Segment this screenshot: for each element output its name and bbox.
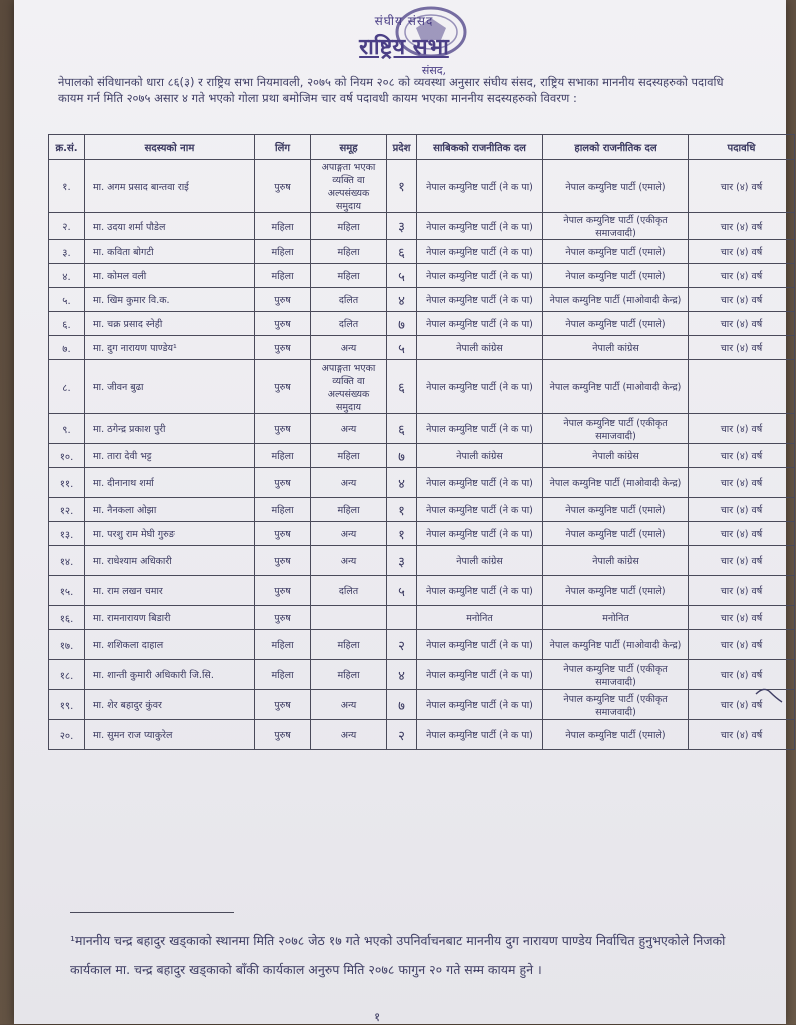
cell-name: मा. राम लखन चमार bbox=[85, 576, 255, 606]
cell-province bbox=[387, 606, 417, 630]
cell-curr-party: नेपाल कम्युनिष्ट पार्टी (एकीकृत समाजवादी) bbox=[543, 213, 689, 240]
cell-curr-party: नेपाल कम्युनिष्ट पार्टी (माओवादी केन्द्र) bbox=[543, 288, 689, 312]
cell-name: मा. उदया शर्मा पौडेल bbox=[85, 213, 255, 240]
cell-name: मा. चक्र प्रसाद स्नेही bbox=[85, 312, 255, 336]
cell-gender: महिला bbox=[255, 264, 311, 288]
cell-sn: ३. bbox=[49, 240, 85, 264]
cell-term: चार (४) वर्ष bbox=[689, 444, 795, 468]
cell-term: चार (४) वर्ष bbox=[689, 546, 795, 576]
cell-province: ७ bbox=[387, 312, 417, 336]
cell-group: महिला bbox=[311, 240, 387, 264]
cell-term bbox=[689, 360, 795, 414]
cell-group: अन्य bbox=[311, 522, 387, 546]
cell-sn: १०. bbox=[49, 444, 85, 468]
footnote: ¹माननीय चन्द्र बहादुर खड्काको स्थानमा मिति २०७८ जेठ १७ गते भएको उपनिर्वाचनबाट माननीय दुग नारायण पाण्डेय निर्वाचित हुनुभएकोले निजको कार्यकाल मा. चन्द्र बहादुर खड्काको बाँकी कार्यकाल अनुरुप मिति २०७८ फागुन २० गते सम्म कायम हुने । bbox=[70, 933, 726, 977]
cell-sn: १२. bbox=[49, 498, 85, 522]
table-row bbox=[49, 288, 795, 312]
cell-prev-party: नेपाल कम्युनिष्ट पार्टी (ने क पा) bbox=[417, 414, 543, 444]
cell-province: १ bbox=[387, 498, 417, 522]
cell-prev-party: नेपाल कम्युनिष्ट पार्टी (ने क पा) bbox=[417, 720, 543, 750]
cell-term: चार (४) वर्ष bbox=[689, 264, 795, 288]
cell-group: अन्य bbox=[311, 546, 387, 576]
cell-province: ४ bbox=[387, 660, 417, 690]
table-row bbox=[49, 660, 795, 690]
cell-prev-party: नेपाल कम्युनिष्ट पार्टी (ने क पा) bbox=[417, 360, 543, 414]
cell-term: चार (४) वर्ष bbox=[689, 414, 795, 444]
cell-group: अपाङ्गता भएका व्यक्ति वा अल्पसंख्यक समुदाय bbox=[311, 360, 387, 414]
cell-gender: महिला bbox=[255, 660, 311, 690]
cell-province: ४ bbox=[387, 468, 417, 498]
cell-curr-party: नेपाल कम्युनिष्ट पार्टी (एकीकृत समाजवादी) bbox=[543, 414, 689, 444]
table-row bbox=[49, 264, 795, 288]
cell-prev-party: नेपाल कम्युनिष्ट पार्टी (ने क पा) bbox=[417, 264, 543, 288]
table-row bbox=[49, 606, 795, 630]
cell-sn: ४. bbox=[49, 264, 85, 288]
page-number: १ bbox=[374, 1010, 381, 1024]
cell-province: ६ bbox=[387, 360, 417, 414]
cell-prev-party: नेपाल कम्युनिष्ट पार्टी (ने क पा) bbox=[417, 312, 543, 336]
cell-name: मा. खिम कुमार वि.क. bbox=[85, 288, 255, 312]
cell-gender: पुरुष bbox=[255, 360, 311, 414]
cell-group: अन्य bbox=[311, 690, 387, 720]
cell-group: अन्य bbox=[311, 720, 387, 750]
cell-group: अन्य bbox=[311, 468, 387, 498]
cell-group: महिला bbox=[311, 264, 387, 288]
cell-curr-party: नेपाल कम्युनिष्ट पार्टी (एमाले) bbox=[543, 498, 689, 522]
cell-sn: ७. bbox=[49, 336, 85, 360]
cell-name: मा. रामनारायण बिडारी bbox=[85, 606, 255, 630]
col-header-sn: क्र.सं. bbox=[49, 135, 85, 160]
cell-sn: १६. bbox=[49, 606, 85, 630]
letterhead-line3: संसद, bbox=[421, 64, 447, 77]
cell-name: मा. अगम प्रसाद बान्तवा राई bbox=[85, 160, 255, 213]
cell-sn: १९. bbox=[49, 690, 85, 720]
cell-province: १ bbox=[387, 522, 417, 546]
cell-term: चार (४) वर्ष bbox=[689, 468, 795, 498]
cell-sn: ६. bbox=[49, 312, 85, 336]
cell-gender: पुरुष bbox=[255, 288, 311, 312]
cell-gender: पुरुष bbox=[255, 468, 311, 498]
cell-province: ४ bbox=[387, 288, 417, 312]
cell-prev-party: नेपाली कांग्रेस bbox=[417, 546, 543, 576]
col-header-province: प्रदेश bbox=[387, 135, 417, 160]
cell-group: दलित bbox=[311, 312, 387, 336]
table-row bbox=[49, 160, 795, 213]
cell-gender: पुरुष bbox=[255, 312, 311, 336]
col-header-name: सदस्यको नाम bbox=[85, 135, 255, 160]
cell-province: ५ bbox=[387, 264, 417, 288]
cell-term: चार (४) वर्ष bbox=[689, 240, 795, 264]
cell-gender: महिला bbox=[255, 630, 311, 660]
table-row bbox=[49, 498, 795, 522]
table-row bbox=[49, 522, 795, 546]
cell-name: मा. दुग नारायण पाण्डेय¹ bbox=[85, 336, 255, 360]
cell-term: चार (४) वर्ष bbox=[689, 576, 795, 606]
cell-term: चार (४) वर्ष bbox=[689, 606, 795, 630]
cell-group: अपाङ्गता भएका व्यक्ति वा अल्पसंख्यक समुदाय bbox=[311, 160, 387, 213]
cell-sn: ८. bbox=[49, 360, 85, 414]
cell-prev-party: नेपाली कांग्रेस bbox=[417, 444, 543, 468]
cell-name: मा. शेर बहादुर कुंवर bbox=[85, 690, 255, 720]
cell-prev-party: नेपाल कम्युनिष्ट पार्टी (ने क पा) bbox=[417, 160, 543, 213]
cell-curr-party: नेपाली कांग्रेस bbox=[543, 336, 689, 360]
cell-group: महिला bbox=[311, 630, 387, 660]
cell-term: चार (४) वर्ष bbox=[689, 690, 795, 720]
table-row bbox=[49, 690, 795, 720]
cell-province: ३ bbox=[387, 213, 417, 240]
table-row bbox=[49, 444, 795, 468]
cell-sn: १. bbox=[49, 160, 85, 213]
cell-gender: महिला bbox=[255, 498, 311, 522]
cell-curr-party: नेपाल कम्युनिष्ट पार्टी (एमाले) bbox=[543, 312, 689, 336]
cell-sn: १८. bbox=[49, 660, 85, 690]
cell-curr-party: मनोनित bbox=[543, 606, 689, 630]
cell-curr-party: नेपाल कम्युनिष्ट पार्टी (एमाले) bbox=[543, 522, 689, 546]
cell-gender: पुरुष bbox=[255, 414, 311, 444]
table-header-row bbox=[49, 135, 795, 160]
cell-province: ३ bbox=[387, 546, 417, 576]
cell-term: चार (४) वर्ष bbox=[689, 522, 795, 546]
cell-gender: पुरुष bbox=[255, 576, 311, 606]
cell-prev-party: नेपाल कम्युनिष्ट पार्टी (ने क पा) bbox=[417, 240, 543, 264]
cell-curr-party: नेपाल कम्युनिष्ट पार्टी (माओवादी केन्द्र) bbox=[543, 630, 689, 660]
cell-province: २ bbox=[387, 630, 417, 660]
cell-sn: ९. bbox=[49, 414, 85, 444]
cell-name: मा. सुमन राज प्याकुरेल bbox=[85, 720, 255, 750]
cell-term: चार (४) वर्ष bbox=[689, 720, 795, 750]
cell-province: ६ bbox=[387, 414, 417, 444]
cell-group: अन्य bbox=[311, 336, 387, 360]
cell-group bbox=[311, 606, 387, 630]
cell-name: मा. परशु राम मेघी गुरुङ bbox=[85, 522, 255, 546]
cell-sn: २०. bbox=[49, 720, 85, 750]
cell-prev-party: नेपाल कम्युनिष्ट पार्टी (ने क पा) bbox=[417, 498, 543, 522]
cell-group: महिला bbox=[311, 213, 387, 240]
cell-sn: १३. bbox=[49, 522, 85, 546]
cell-prev-party: नेपाल कम्युनिष्ट पार्टी (ने क पा) bbox=[417, 522, 543, 546]
members-table bbox=[48, 134, 795, 750]
document-page bbox=[14, 0, 786, 1024]
footnote-divider bbox=[70, 912, 234, 913]
cell-curr-party: नेपाली कांग्रेस bbox=[543, 546, 689, 576]
cell-term: चार (४) वर्ष bbox=[689, 288, 795, 312]
table-row bbox=[49, 240, 795, 264]
cell-gender: पुरुष bbox=[255, 720, 311, 750]
cell-province: ६ bbox=[387, 240, 417, 264]
col-header-group: समूह bbox=[311, 135, 387, 160]
cell-gender: पुरुष bbox=[255, 690, 311, 720]
cell-province: ५ bbox=[387, 336, 417, 360]
table-row bbox=[49, 312, 795, 336]
cell-name: मा. दीनानाथ शर्मा bbox=[85, 468, 255, 498]
table-row bbox=[49, 360, 795, 414]
cell-gender: पुरुष bbox=[255, 522, 311, 546]
cell-gender: पुरुष bbox=[255, 546, 311, 576]
cell-gender: पुरुष bbox=[255, 160, 311, 213]
cell-province: १ bbox=[387, 160, 417, 213]
cell-prev-party: नेपाल कम्युनिष्ट पार्टी (ने क पा) bbox=[417, 660, 543, 690]
cell-sn: ५. bbox=[49, 288, 85, 312]
cell-term: चार (४) वर्ष bbox=[689, 160, 795, 213]
table-row bbox=[49, 336, 795, 360]
cell-curr-party: नेपाल कम्युनिष्ट पार्टी (एमाले) bbox=[543, 160, 689, 213]
cell-gender: महिला bbox=[255, 444, 311, 468]
cell-name: मा. शशिकला दाहाल bbox=[85, 630, 255, 660]
cell-curr-party: नेपाल कम्युनिष्ट पार्टी (एमाले) bbox=[543, 576, 689, 606]
cell-group: महिला bbox=[311, 498, 387, 522]
table-row bbox=[49, 546, 795, 576]
letterhead-line1: संघीय संसद bbox=[374, 14, 434, 28]
cell-curr-party: नेपाल कम्युनिष्ट पार्टी (एमाले) bbox=[543, 720, 689, 750]
cell-term: चार (४) वर्ष bbox=[689, 498, 795, 522]
cell-term: चार (४) वर्ष bbox=[689, 336, 795, 360]
cell-sn: १५. bbox=[49, 576, 85, 606]
col-header-curr-party: हालको राजनीतिक दल bbox=[543, 135, 689, 160]
cell-curr-party: नेपाली कांग्रेस bbox=[543, 444, 689, 468]
cell-name: मा. कोमल वली bbox=[85, 264, 255, 288]
cell-curr-party: नेपाल कम्युनिष्ट पार्टी (माओवादी केन्द्र) bbox=[543, 468, 689, 498]
cell-term: चार (४) वर्ष bbox=[689, 213, 795, 240]
cell-sn: १४. bbox=[49, 546, 85, 576]
cell-prev-party: नेपाल कम्युनिष्ट पार्टी (ने क पा) bbox=[417, 690, 543, 720]
table-row bbox=[49, 414, 795, 444]
cell-prev-party: नेपाल कम्युनिष्ट पार्टी (ने क पा) bbox=[417, 630, 543, 660]
col-header-prev-party: साबिकको राजनीतिक दल bbox=[417, 135, 543, 160]
cell-province: ५ bbox=[387, 576, 417, 606]
cell-province: २ bbox=[387, 720, 417, 750]
cell-province: ७ bbox=[387, 444, 417, 468]
cell-curr-party: नेपाल कम्युनिष्ट पार्टी (एकीकृत समाजवादी) bbox=[543, 660, 689, 690]
cell-prev-party: नेपाली कांग्रेस bbox=[417, 336, 543, 360]
cell-term: चार (४) वर्ष bbox=[689, 660, 795, 690]
cell-group: अन्य bbox=[311, 414, 387, 444]
cell-gender: महिला bbox=[255, 213, 311, 240]
table-row bbox=[49, 720, 795, 750]
cell-sn: १७. bbox=[49, 630, 85, 660]
table-row bbox=[49, 630, 795, 660]
cell-gender: पुरुष bbox=[255, 336, 311, 360]
cell-group: महिला bbox=[311, 444, 387, 468]
cell-name: मा. कविता बोगटी bbox=[85, 240, 255, 264]
cell-gender: पुरुष bbox=[255, 606, 311, 630]
cell-name: मा. जीवन बुढा bbox=[85, 360, 255, 414]
cell-prev-party: नेपाल कम्युनिष्ट पार्टी (ने क पा) bbox=[417, 468, 543, 498]
cell-curr-party: नेपाल कम्युनिष्ट पार्टी (माओवादी केन्द्र) bbox=[543, 360, 689, 414]
cell-sn: २. bbox=[49, 213, 85, 240]
cell-name: मा. ठगेन्द्र प्रकाश पुरी bbox=[85, 414, 255, 444]
cell-curr-party: नेपाल कम्युनिष्ट पार्टी (एकीकृत समाजवादी) bbox=[543, 690, 689, 720]
cell-prev-party: नेपाल कम्युनिष्ट पार्टी (ने क पा) bbox=[417, 288, 543, 312]
cell-name: मा. राधेश्याम अधिकारी bbox=[85, 546, 255, 576]
cell-group: महिला bbox=[311, 660, 387, 690]
table-row bbox=[49, 576, 795, 606]
cell-prev-party: नेपाल कम्युनिष्ट पार्टी (ने क पा) bbox=[417, 576, 543, 606]
cell-sn: ११. bbox=[49, 468, 85, 498]
cell-gender: महिला bbox=[255, 240, 311, 264]
table-row bbox=[49, 213, 795, 240]
cell-group: दलित bbox=[311, 576, 387, 606]
letterhead-title: राष्ट्रिय सभा bbox=[359, 34, 449, 60]
cell-term: चार (४) वर्ष bbox=[689, 312, 795, 336]
cell-curr-party: नेपाल कम्युनिष्ट पार्टी (एमाले) bbox=[543, 240, 689, 264]
cell-prev-party: मनोनित bbox=[417, 606, 543, 630]
col-header-term: पदावधि bbox=[689, 135, 795, 160]
cell-group: दलित bbox=[311, 288, 387, 312]
cell-name: मा. तारा देवी भट्ट bbox=[85, 444, 255, 468]
cell-curr-party: नेपाल कम्युनिष्ट पार्टी (एमाले) bbox=[543, 264, 689, 288]
cell-prev-party: नेपाल कम्युनिष्ट पार्टी (ने क पा) bbox=[417, 213, 543, 240]
table-row bbox=[49, 468, 795, 498]
cell-name: मा. नैनकला ओझा bbox=[85, 498, 255, 522]
intro-paragraph: नेपालको संविधानको धारा ८६(३) र राष्ट्रिय सभा नियमावली, २०७५ को नियम २०८ को व्यवस्था अनुसार संघीय संसद, राष्ट्रिय सभाका माननीय सदस्यहरुको पदावधि कायम गर्न मिति २०७५ असार ४ गते भएको गोला प्रथा बमोजिम चार वर्ष पदावधी कायम भएका माननीय सदस्यहरुको विवरण : bbox=[58, 75, 724, 105]
cell-term: चार (४) वर्ष bbox=[689, 630, 795, 660]
handwritten-tick-icon bbox=[754, 676, 784, 706]
cell-province: ७ bbox=[387, 690, 417, 720]
col-header-gender: लिंग bbox=[255, 135, 311, 160]
letterhead bbox=[314, 12, 494, 78]
cell-name: मा. शान्ती कुमारी अधिकारी जि.सि. bbox=[85, 660, 255, 690]
